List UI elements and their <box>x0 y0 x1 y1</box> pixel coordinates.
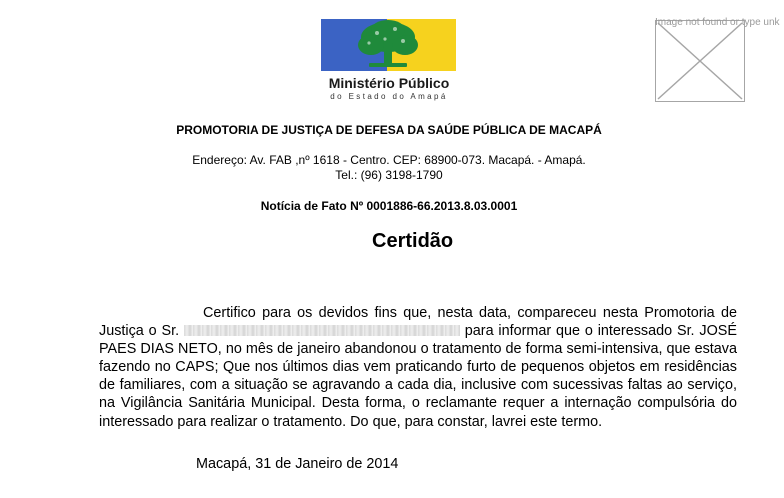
org-name: Ministério Público <box>328 75 450 91</box>
notice-number: Notícia de Fato Nº 0001886-66.2013.8.03.0001 <box>260 199 518 213</box>
document-title: Certidão <box>372 230 454 252</box>
broken-image-alt-text: Image not found or type unk <box>655 17 780 28</box>
redacted-name <box>184 325 460 336</box>
address-line: Endereço: Av. FAB ,nº 1618 - Centro. CEP: 68900-073. Macapá. - Amapá. <box>192 153 586 167</box>
phone-line: Tel.: (96) 3198-1790 <box>335 168 443 182</box>
office-heading: PROMOTORIA DE JUSTIÇA DE DEFESA DA SAÚDE PÚBLICA DE MACAPÁ <box>176 123 602 137</box>
broken-image-placeholder <box>655 20 745 102</box>
broken-image-icon <box>656 21 744 101</box>
certificate-body <box>99 304 737 431</box>
body-text-end: para informar que o interessado Sr. JOSÉ PAES DIAS NETO, no mês de janeiro abandonou o tratamento de forma semi-intensiva, que estava fazendo no CAPS; Que nos últimos dias vem praticando furto de pequenos objetos em residências de familiares, com a situação se agravando a cada dia, inclusive com sucessivas faltas ao serviço, na Vigilância Sanitária Municipal. Desta forma, o reclamante requer a internação compulsória do interessado para realizar o tratamento. Do que, para constar, lavrei este termo. <box>99 323 737 430</box>
ministerio-publico-logo <box>321 19 456 71</box>
tree-logo-icon <box>355 19 421 71</box>
date-line: Macapá, 31 de Janeiro de 2014 <box>196 456 399 472</box>
body-text-start: Certifico para os devidos fins que, nesta data, compareceu nesta Promotoria de Justiça o Sr. <box>99 305 737 340</box>
org-subtitle: do Estado do Amapá <box>330 92 448 101</box>
